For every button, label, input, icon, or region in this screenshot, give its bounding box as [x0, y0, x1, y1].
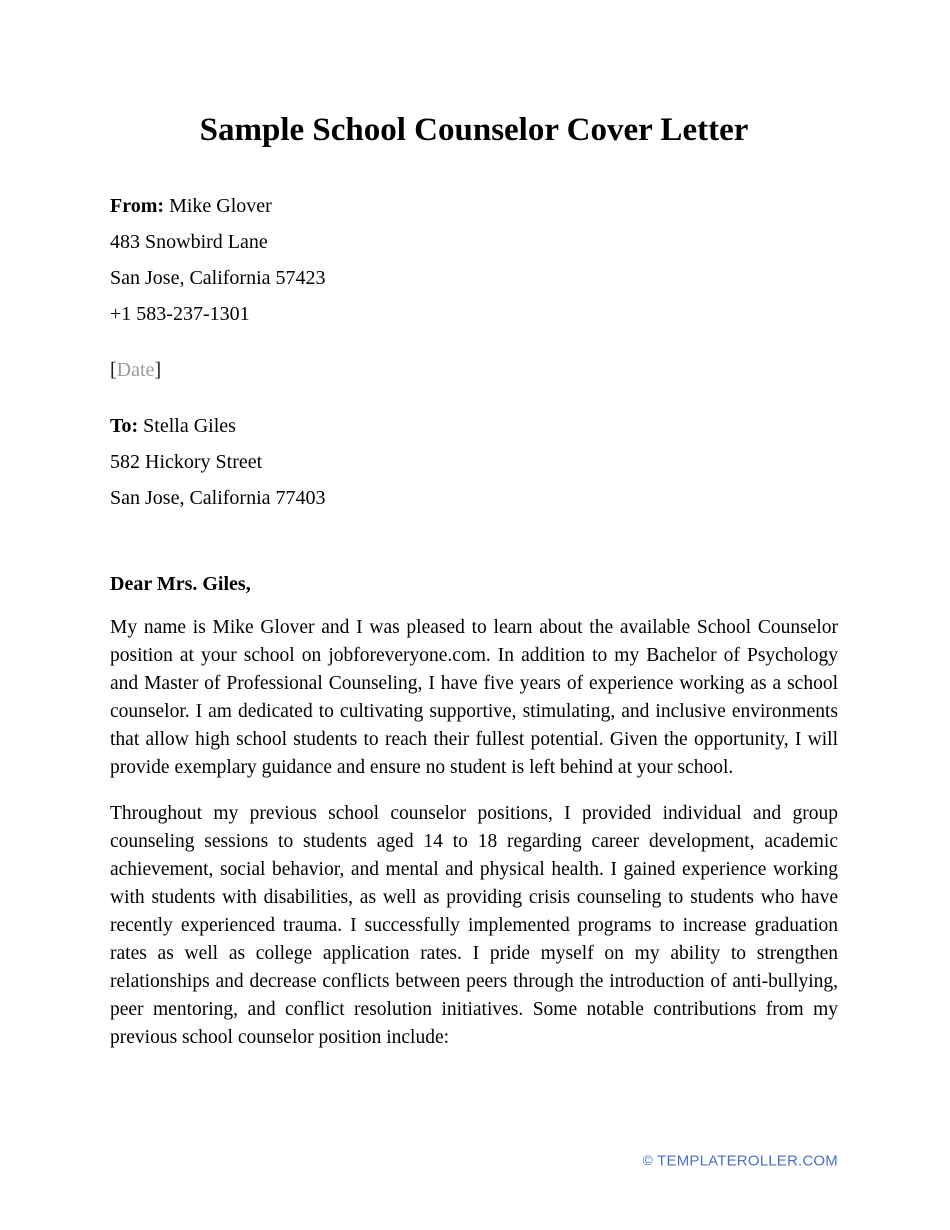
sender-name: Mike Glover	[169, 194, 272, 217]
page-title: Sample School Counselor Cover Letter	[199, 112, 749, 148]
recipient-address-block	[110, 408, 838, 516]
date-placeholder-line	[110, 352, 838, 388]
body-paragraph-2: Throughout my previous school counselor positions, I provided individual and group counseling sessions to students aged 14 to 18 regarding career development, academic achievement, social behavior, and mental and physical health. I gained experience working with students with disabilities, as well as providing crisis counseling to students who have recently experienced trauma. I successfully implemented programs to increase graduation rates as well as college application rates. I pride myself on my ability to strengthen relationships and decrease conflicts between peers through the introduction of anti-bullying, peer mentoring, and conflict resolution initiatives. Some notable contributions from my previous school counselor position include:	[110, 802, 838, 1048]
body-paragraph-1: My name is Mike Glover and I was pleased to learn about the available School Counselor position at your school on jobforeveryone.com. In addition to my Bachelor of Psychology and Master of Professional Counseling, I have five years of experience working as a school counselor. I am dedicated to cultivating supportive, stimulating, and inclusive environments that allow high school students to reach their fullest potential. Given the opportunity, I will provide exemplary guidance and ensure no student is left behind at your school.	[110, 616, 838, 778]
sender-label: From:	[110, 194, 165, 217]
recipient-name: Stella Giles	[143, 414, 236, 437]
recipient-label: To:	[110, 414, 139, 437]
copyright-icon: ©	[642, 1152, 654, 1168]
date-open-bracket: [	[110, 358, 117, 381]
recipient-city-state-zip: San Jose, California 77403	[110, 486, 326, 509]
date-close-bracket: ]	[154, 358, 162, 381]
footer-watermark-text: TEMPLATEROLLER.COM	[657, 1152, 838, 1170]
salutation: Dear Mrs. Giles,	[110, 572, 251, 595]
sender-address-block	[110, 188, 838, 332]
recipient-street: 582 Hickory Street	[110, 450, 263, 473]
document-content	[110, 0, 838, 1052]
sender-city-state-zip: San Jose, California 57423	[110, 266, 326, 289]
footer-watermark[interactable]	[110, 1152, 838, 1170]
recipient-name-line	[110, 408, 838, 444]
sender-street: 483 Snowbird Lane	[110, 230, 268, 253]
date-placeholder-text: Date	[116, 358, 155, 381]
sender-phone: +1 583-237-1301	[110, 302, 250, 325]
sender-name-line	[110, 188, 838, 224]
